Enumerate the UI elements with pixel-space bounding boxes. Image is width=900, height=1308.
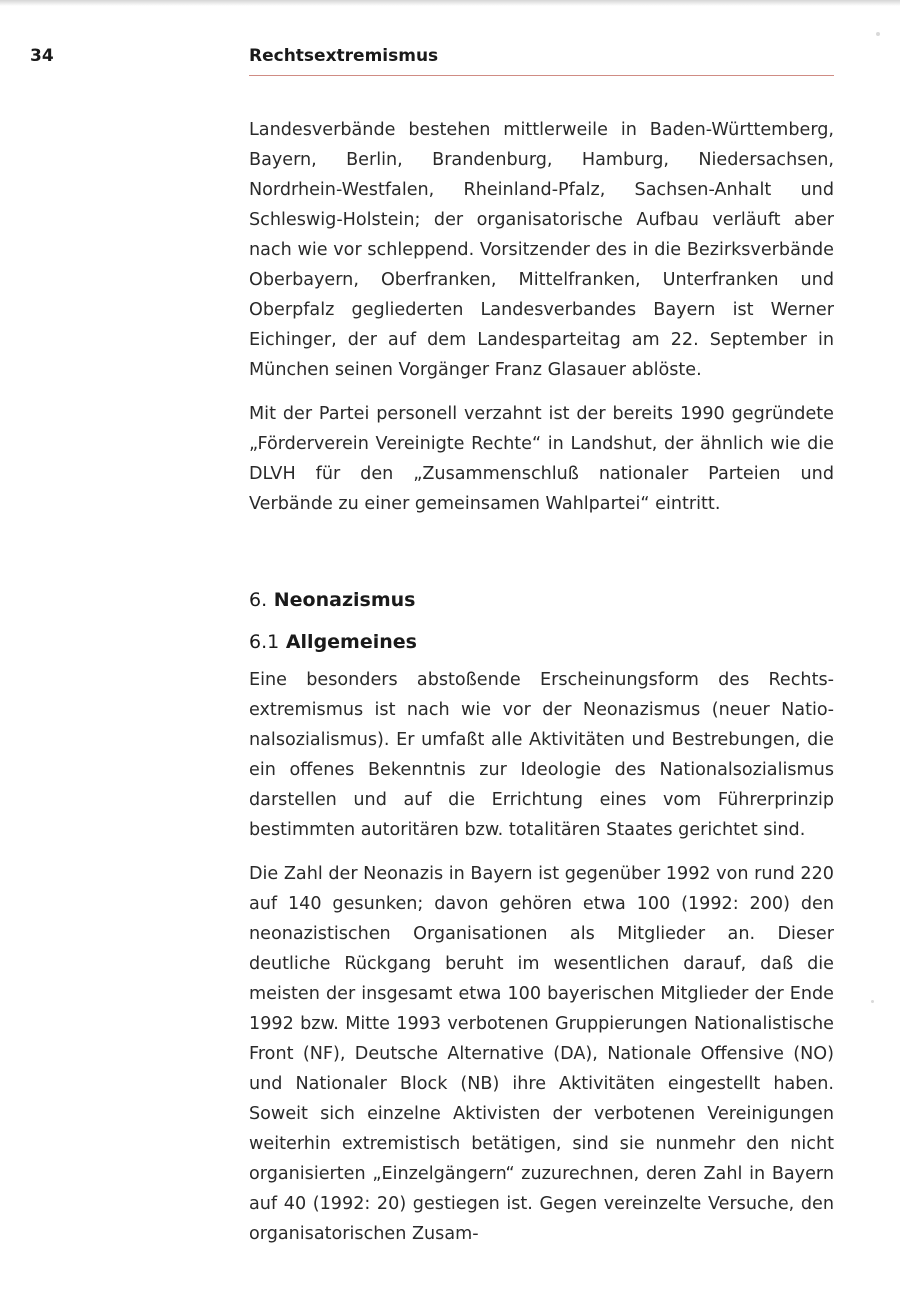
scan-speck	[876, 32, 880, 36]
header-rule	[249, 75, 834, 76]
scan-speck	[871, 1000, 874, 1003]
paragraph: Mit der Partei personell verzahnt ist der bereits 1990 gegründete „Förderverein Vereinigte Rechte“ in Landshut, der ähnlich wie die DLVH für den „Zusammenschluß nationaler Parteien und Verbände zu einer gemeinsamen Wahlpartei“ eintritt.	[249, 404, 834, 514]
running-head-title: Rechtsextremismus	[249, 46, 439, 66]
paragraph: Landesverbände bestehen mittlerweile in Baden-Württemberg, Bayern, Berlin, Brandenburg, Hamburg, Niedersachsen, Nordrhein-Westfalen, Rheinland-Pfalz, Sachsen-Anhalt und Schleswig-Holstein; der organisatorische Aufbau verläuft aber nach wie vor schleppend. Vorsitzender des in die Bezirksverbände Oberbayern, Oberfranken, Mittelfranken, Unterfranken und Oberpfalz gegliederten Landesverbandes Bayern ist Werner Eichinger, der auf dem Landesparteitag am 22. September in München seinen Vorgänger Franz Glasauer ablöste.	[249, 120, 834, 380]
section-number: 6.	[249, 589, 268, 611]
subsection-title: Allgemeines	[285, 631, 417, 653]
section-heading-6	[249, 585, 834, 615]
subsection-heading-6-1	[249, 627, 834, 657]
paragraph: Eine besonders abstoßende Erscheinungsform des Rechtsextremismus ist nach wie vor der Neonazismus (neuer Nationalsozialismus). Er umfaßt alle Aktivitäten und Bestrebungen, die ein offenes Bekenntnis zur Ideologie des Nationalsozialismus darstellen und auf die Errichtung eines vom Führerprinzip bestimmten autoritären bzw. totalitären Staates gerichtet sind.	[249, 670, 834, 840]
subsection-number: 6.1	[249, 631, 280, 653]
section-title: Neonazismus	[273, 589, 416, 611]
body-text	[249, 115, 834, 1249]
paragraph: Die Zahl der Neonazis in Bayern ist gegenüber 1992 von rund 220 auf 140 gesunken; davon gehören etwa 100 (1992: 200) den neonazistischen Organisationen als Mitglieder an. Dieser deutliche Rückgang beruht im wesentlichen darauf, daß die meisten der insgesamt etwa 100 bayerischen Mitglieder der Ende 1992 bzw. Mitte 1993 verbotenen Gruppierungen Nationalistische Front (NF), Deutsche Alternative (DA), Nationale Offensive (NO) und Nationaler Block (NB) ihre Aktivitäten eingestellt haben. Soweit sich einzelne Aktivisten der verbotenen Vereinigungen weiterhin extremistisch betätigen, sind sie nunmehr den nicht organisierten „Einzelgängern“ zuzurechnen, deren Zahl in Bayern auf 40 (1992: 20) gestiegen ist. Gegen vereinzelte Versuche, den organisatorischen Zusam-	[249, 864, 834, 1244]
page-edge-shadow	[0, 0, 900, 6]
page-number: 34	[30, 46, 54, 66]
